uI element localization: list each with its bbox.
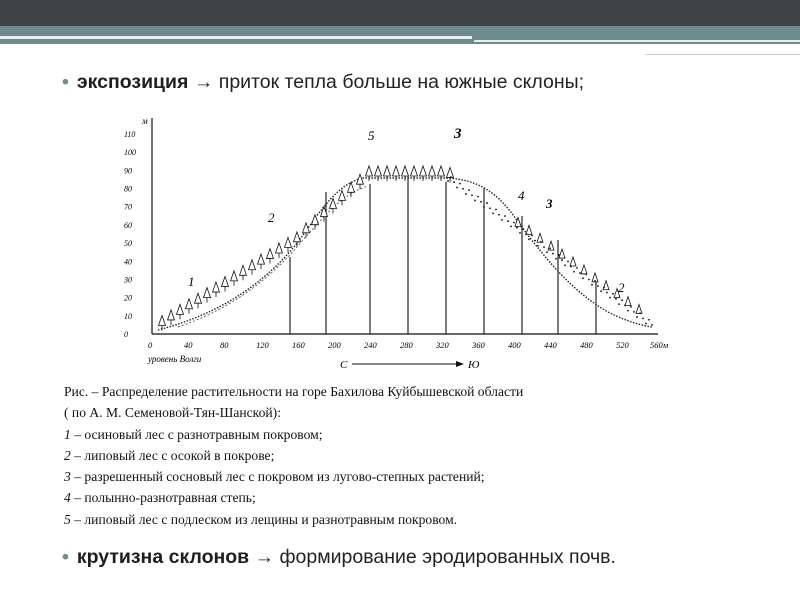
- steppe-dot: [453, 181, 455, 183]
- compass-north: С: [340, 359, 348, 371]
- steppe-dot: [570, 266, 572, 268]
- tree-icon: [366, 166, 373, 176]
- steppe-dot: [474, 200, 476, 202]
- caption-item-number: 5: [64, 511, 71, 527]
- steppe-dot: [519, 232, 521, 234]
- steppe-dot: [636, 316, 638, 318]
- x-tick-label: 480: [580, 340, 593, 350]
- caption-item-text: – липовый лес с осокой в покрове;: [70, 447, 275, 463]
- compass-arrowhead: [456, 361, 464, 367]
- steppe-dot: [495, 209, 497, 211]
- steppe-dot: [627, 310, 629, 312]
- steppe-dot: [537, 245, 539, 247]
- tree-icon: [393, 166, 400, 176]
- steppe-dot: [585, 273, 587, 275]
- steppe-dot: [468, 189, 470, 191]
- steppe-dot: [534, 240, 536, 242]
- tree-icon: [339, 190, 346, 200]
- tree-icon: [249, 260, 256, 270]
- tree-icon: [570, 257, 576, 266]
- steppe-dot: [639, 312, 641, 314]
- tree-icon: [375, 166, 382, 176]
- zone-label: 1: [188, 274, 195, 289]
- steppe-dot: [603, 286, 605, 288]
- tree-icon: [603, 281, 609, 290]
- caption-item: [64, 466, 744, 487]
- tree-icon: [222, 276, 229, 286]
- tree-icon: [204, 288, 211, 298]
- caption-item: [64, 445, 744, 466]
- x-tick-label: 80: [220, 340, 229, 350]
- steppe-dot: [528, 238, 530, 240]
- tree-icon: [312, 215, 319, 225]
- y-tick-label: 10: [124, 311, 132, 321]
- hill-profile: [158, 178, 653, 330]
- x-tick-label: 280: [400, 340, 413, 350]
- caption-item: [64, 509, 744, 530]
- x-tick-label: 160: [292, 340, 305, 350]
- steppe-dot: [501, 219, 503, 221]
- steppe-dot: [504, 215, 506, 217]
- steppe-dot: [597, 285, 599, 287]
- steppe-dot: [555, 258, 557, 260]
- steppe-dot: [591, 284, 593, 286]
- steppe-dot: [552, 253, 554, 255]
- bullet-text: → приток тепла больше на южные склоны;: [188, 71, 585, 93]
- steppe-dot: [564, 264, 566, 266]
- header-divider: [0, 36, 472, 39]
- y-tick-labels: [123, 130, 136, 339]
- steppe-dot: [465, 193, 467, 195]
- steppe-dot: [498, 214, 500, 216]
- steppe-dot: [456, 187, 458, 189]
- tree-icon: [559, 249, 565, 258]
- tree-icon: [537, 233, 543, 242]
- tree-icon: [447, 167, 454, 177]
- tree-icon: [168, 310, 175, 320]
- caption-item-text: – разрешенный сосновый лес с покровом из лугово-степных растений;: [70, 469, 485, 485]
- y-tick-label: 110: [124, 130, 136, 139]
- steppe-dot: [510, 225, 512, 227]
- tree-icon: [384, 166, 391, 176]
- bullet-text: → формирование эродированных почв.: [249, 546, 616, 568]
- bullet-exposure: [62, 71, 584, 94]
- y-tick-label: 40: [124, 257, 132, 267]
- x-tick-label: 40: [184, 340, 193, 350]
- tree-icon: [636, 305, 642, 314]
- steppe-dot: [594, 280, 596, 282]
- zone-label: 3: [454, 126, 462, 142]
- tree-icon: [267, 249, 274, 259]
- header-frame: [645, 44, 800, 55]
- y-tick-label: 100: [124, 148, 136, 158]
- steppe-dot: [576, 267, 578, 269]
- tree-icon: [330, 199, 337, 209]
- bullet-term: крутизна склонов: [76, 546, 250, 568]
- steppe-dot: [609, 297, 611, 299]
- steppe-dot: [540, 241, 542, 243]
- steppe-dot: [483, 206, 485, 208]
- steppe-dot: [477, 196, 479, 198]
- tree-icon: [231, 271, 238, 281]
- y-tick-label: 50: [124, 239, 132, 249]
- tree-icon: [581, 265, 587, 274]
- x-tick-label: 360: [472, 340, 485, 350]
- bullet-term: экспозиция: [76, 71, 189, 93]
- tree-icon: [195, 293, 202, 303]
- steppe-dot: [513, 222, 515, 224]
- steppe-dot: [573, 271, 575, 273]
- caption-title: Рис. – Распределение растительности на горе Бахилова Куйбышевской области: [64, 384, 524, 399]
- steppe-dot: [480, 201, 482, 203]
- steppe-dot: [648, 319, 650, 321]
- steppe-dot: [507, 220, 509, 222]
- steppe-dot: [459, 183, 461, 185]
- tree-icon: [186, 299, 193, 309]
- caption-item-number: 2: [64, 447, 71, 463]
- x-tick-label: 120: [256, 340, 269, 350]
- x-tick-label: 520: [616, 340, 629, 350]
- tree-icon: [548, 241, 554, 250]
- steppe-dot: [516, 227, 518, 229]
- tree-icon: [402, 166, 409, 176]
- x-tick-label: 400: [508, 340, 521, 350]
- steppe-dot: [645, 323, 647, 325]
- zone-label: 4: [518, 188, 525, 203]
- steppe-dot: [486, 202, 488, 204]
- caption-item-text: – осиновый лес с разнотравным покровом;: [70, 426, 323, 442]
- steppe-dot: [561, 259, 563, 261]
- caption-item: [64, 487, 744, 508]
- zone-label: 2: [618, 280, 625, 295]
- bullet-dot: •: [62, 546, 69, 568]
- steppe-dot: [492, 213, 494, 215]
- bullet-dot: •: [62, 71, 69, 93]
- caption-item-number: 4: [64, 490, 71, 506]
- tree-icon: [285, 237, 292, 247]
- zone-label: 5: [368, 128, 375, 143]
- vegetation-profile-figure: [118, 112, 700, 374]
- x-unit-label: 560м: [650, 340, 669, 350]
- tree-icon: [294, 232, 301, 242]
- steppe-dot: [525, 233, 527, 235]
- tree-icon: [177, 304, 184, 314]
- x-tick-label: 320: [436, 340, 449, 350]
- tree-icon: [240, 265, 247, 275]
- steppe-dot: [546, 251, 548, 253]
- y-unit-label: м: [142, 116, 148, 126]
- x-tick-label: 440: [544, 340, 557, 350]
- tree-icon: [258, 254, 265, 264]
- steppe-dot: [549, 248, 551, 250]
- x-tick-label: 240: [364, 340, 377, 350]
- tree-icon: [526, 225, 532, 234]
- steppe-dot: [450, 176, 452, 178]
- steppe-dot: [558, 254, 560, 256]
- y-tick-label: 20: [124, 293, 132, 303]
- header-divider-right: [474, 40, 800, 42]
- y-tick-label: 90: [124, 166, 132, 176]
- steppe-dot: [642, 318, 644, 320]
- steppe-dot: [651, 324, 653, 326]
- x-tick-label: 0: [148, 340, 153, 350]
- steppe-dot: [621, 299, 623, 301]
- steppe-dot: [489, 207, 491, 209]
- tree-icon: [348, 182, 355, 192]
- steppe-dot: [606, 292, 608, 294]
- steppe-dot: [543, 246, 545, 248]
- steppe-dot: [612, 293, 614, 295]
- steppe-dot: [615, 298, 617, 300]
- steppe-dot: [588, 279, 590, 281]
- figure-caption: [64, 381, 744, 530]
- x-tick-label: 200: [328, 340, 341, 350]
- steppe-dot: [624, 305, 626, 307]
- x-axis-label: уровень Волги: [148, 354, 202, 364]
- steppe-dot: [462, 188, 464, 190]
- y-tick-label: 30: [124, 275, 132, 285]
- header-bar: [0, 0, 800, 26]
- tree-icon: [213, 282, 220, 292]
- tree-icon: [276, 243, 283, 253]
- zone-label: 2: [268, 210, 275, 225]
- steppe-dot: [630, 306, 632, 308]
- y-tick-label: 0: [124, 330, 128, 339]
- caption-source: ( по А. М. Семеновой-Тян-Шанской):: [64, 405, 281, 421]
- tree-icon: [159, 316, 166, 326]
- tree-icon: [429, 166, 436, 176]
- steppe-dot: [582, 277, 584, 279]
- tree-symbols: [159, 166, 643, 331]
- steppe-dot: [471, 194, 473, 196]
- caption-item: [64, 424, 744, 445]
- caption-item-number: 3: [64, 469, 71, 485]
- steppe-dot: [567, 261, 569, 263]
- steppe-dot: [531, 235, 533, 237]
- y-tick-label: 80: [124, 184, 132, 194]
- steppe-dot: [633, 311, 635, 313]
- caption-item-text: – липовый лес с подлеском из лещины и разнотравным покровом.: [70, 511, 458, 527]
- caption-item-number: 1: [64, 426, 71, 442]
- y-tick-label: 70: [124, 202, 132, 212]
- tree-icon: [411, 166, 418, 176]
- steppe-dot: [522, 228, 524, 230]
- zone-label: 3: [546, 196, 553, 211]
- steppe-dot: [618, 303, 620, 305]
- steppe-dot: [600, 290, 602, 292]
- y-tick-label: 60: [124, 220, 132, 230]
- caption-item-text: – полынно-разнотравная степь;: [70, 490, 256, 506]
- x-tick-labels: [148, 340, 669, 350]
- tree-icon: [420, 166, 427, 176]
- tree-icon: [438, 166, 445, 176]
- bullet-slope: [62, 546, 616, 569]
- compass-south: Ю: [468, 359, 480, 371]
- tree-icon: [303, 223, 310, 233]
- steppe-dot: [579, 272, 581, 274]
- steppe-dot: [447, 180, 449, 182]
- tree-icon: [625, 297, 631, 306]
